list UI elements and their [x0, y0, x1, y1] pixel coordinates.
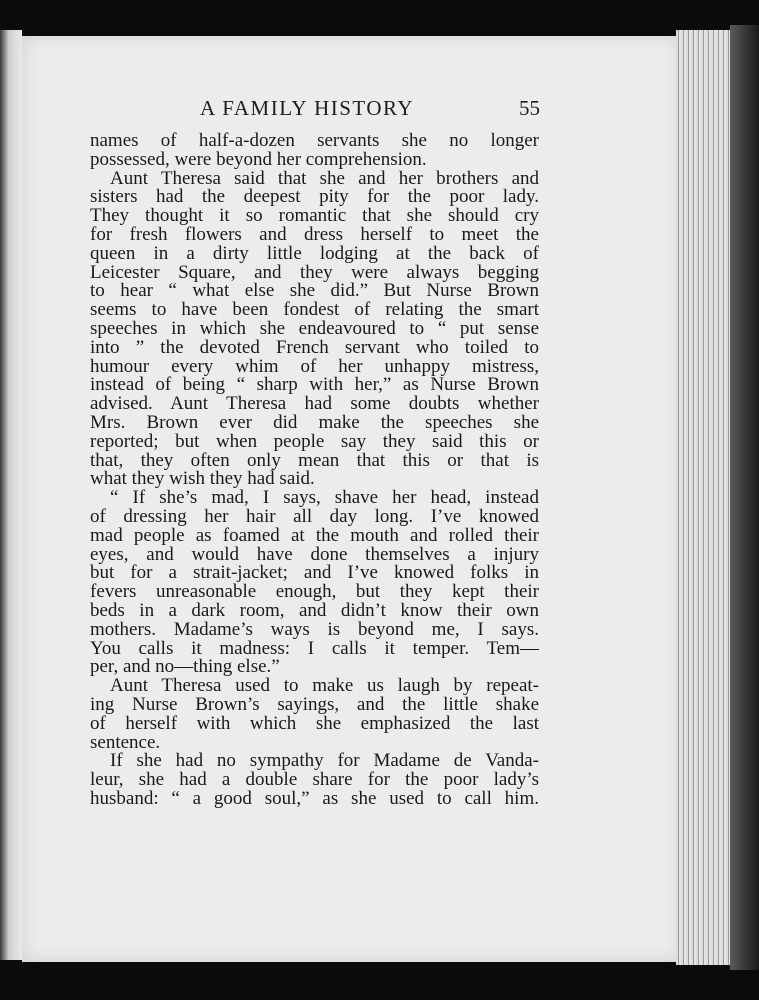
text-line: reported; but when people say they said this or	[90, 430, 539, 452]
text-line: speeches in which she endeavoured to “ put sense	[90, 317, 539, 339]
text-line: “ If she’s mad, I says, shave her head, instead	[110, 487, 539, 509]
text-line: possessed, were beyond her comprehension.	[90, 148, 427, 170]
page-stack-edges	[676, 30, 738, 965]
text-line: eyes, and would have done themselves a injury	[90, 543, 539, 565]
text-line: humour every whim of her unhappy mistress,	[90, 355, 539, 377]
text-line: Aunt Theresa used to make us laugh by repeat-	[110, 675, 539, 697]
text-line: Aunt Theresa said that she and her brothers and	[110, 167, 539, 189]
text-line: queen in a dirty little lodging at the back of	[90, 242, 539, 264]
text-line: that, they often only mean that this or that is	[90, 449, 539, 471]
text-line: Leicester Square, and they were always begging	[90, 261, 539, 283]
page-number: 55	[519, 96, 540, 120]
text-line: of dressing her hair all day long. I’ve knowed	[90, 505, 539, 527]
text-line: what they wish they had said.	[90, 468, 315, 490]
facing-page-edge	[0, 30, 22, 960]
text-line: into ” the devoted French servant who toiled to	[90, 336, 539, 358]
book-cover-edge	[730, 25, 759, 970]
text-line: instead of being “ sharp with her,” as Nurse Brown	[90, 374, 539, 396]
body-text	[90, 132, 539, 809]
text-line: They thought it so romantic that she should cry	[90, 205, 539, 227]
text-line: sentence.	[90, 731, 161, 753]
text-line: but for a strait-jacket; and I’ve knowed folks in	[90, 562, 539, 584]
text-line: names of half-a-dozen servants she no longer	[90, 130, 539, 151]
text-line: husband: “ a good soul,” as she used to call him.	[90, 787, 539, 809]
text-line: mothers. Madame’s ways is beyond me, I says.	[90, 618, 539, 640]
text-line: ing Nurse Brown’s sayings, and the little shake	[90, 693, 539, 715]
text-line: seems to have been fondest of relating the smart	[90, 299, 539, 321]
text-line: Mrs. Brown ever did make the speeches she	[90, 411, 539, 433]
text-line: of herself with which she emphasized the last	[90, 712, 539, 734]
text-line: to hear “ what else she did.” But Nurse Brown	[90, 280, 539, 302]
text-line: sisters had the deepest pity for the poor lady.	[90, 186, 539, 208]
running-head: A FAMILY HISTORY	[200, 96, 415, 120]
text-line: per, and no—thing else.”	[90, 656, 280, 678]
text-line: for fresh flowers and dress herself to meet the	[90, 223, 539, 245]
text-line: If she had no sympathy for Madame de Vanda-	[110, 750, 539, 772]
text-line: leur, she had a double share for the poor lady’s	[90, 769, 539, 791]
text-line: beds in a dark room, and didn’t know their own	[90, 599, 539, 621]
page-header	[200, 96, 540, 124]
text-line: advised. Aunt Theresa had some doubts whether	[90, 393, 539, 415]
text-line: fevers unreasonable enough, but they kept their	[90, 581, 539, 603]
text-line: mad people as foamed at the mouth and rolled their	[90, 524, 539, 546]
text-line: You calls it madness: I calls it temper. Tem—	[90, 637, 539, 659]
